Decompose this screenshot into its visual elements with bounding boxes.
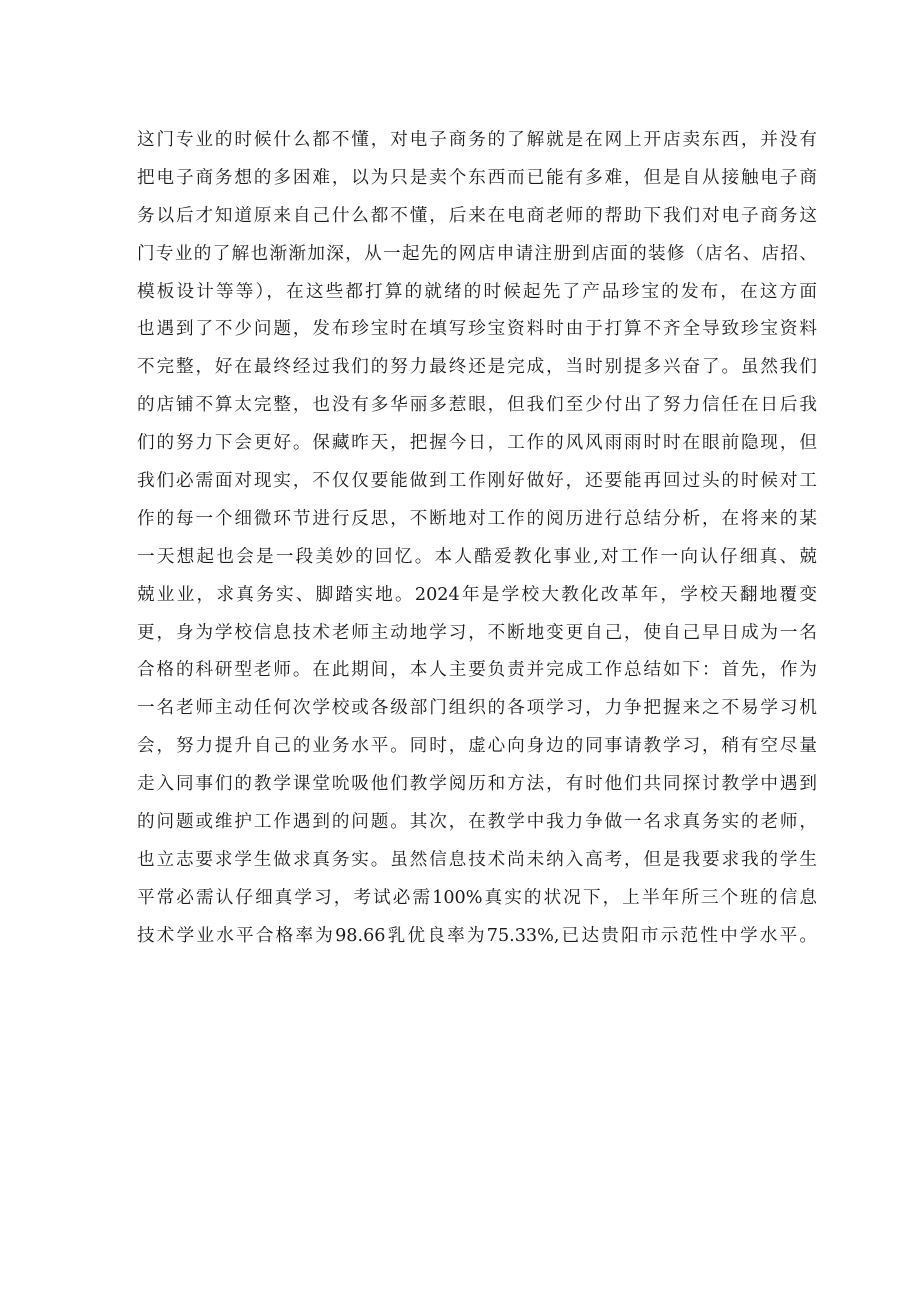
text-line: 技术学业水平合格率为98.66乳优良率为75.33%,已达贵阳市示范性中学水平。 [137, 925, 817, 946]
text-line: 走入同事们的教学课堂吮吸他们教学阅历和方法，有时他们共同探讨教学中遇到 [137, 774, 817, 795]
text-line: 的店铺不算太完整，也没有多华丽多惹眼，但我们至少付出了努力信任在日后我 [137, 395, 817, 416]
text-line: 会，努力提升自己的业务水平。同时，虚心向身边的同事请教学习，稍有空尽量 [137, 736, 817, 757]
body-paragraph [137, 124, 817, 958]
text-line: 一天想起也会是一段美妙的回忆。本人酷爱教化事业,对工作一向认仔细真、兢 [137, 546, 817, 567]
text-line: 也立志要求学生做求真务实。虽然信息技术尚未纳入高考，但是我要求我的学生 [137, 849, 817, 870]
text-line: 作的每一个细微环节进行反思，不断地对工作的阅历进行总结分析，在将来的某 [137, 508, 817, 529]
text-line: 们的努力下会更好。保藏昨天，把握今日，工作的风风雨雨时时在眼前隐现，但 [137, 433, 817, 454]
text-line: 也遇到了不少问题，发布珍宝时在填写珍宝资料时由于打算不齐全导致珍宝资料 [137, 319, 817, 340]
text-line: 更，身为学校信息技术老师主动地学习，不断地变更自己，使自己早日成为一名 [137, 622, 817, 643]
text-line: 的问题或维护工作遇到的问题。其次，在教学中我力争做一名求真务实的老师， [137, 812, 817, 833]
text-line: 不完整，好在最终经过我们的努力最终还是完成，当时别提多兴奋了。虽然我们 [137, 357, 817, 378]
text-line: 平常必需认仔细真学习，考试必需100%真实的状况下，上半年所三个班的信息 [137, 887, 817, 908]
text-line: 把电子商务想的多困难，以为只是卖个东西而已能有多难，但是自从接触电子商 [137, 167, 817, 188]
text-line: 模板设计等等），在这些都打算的就绪的时候起先了产品珍宝的发布，在这方面 [137, 281, 817, 302]
text-line: 一名老师主动任何次学校或各级部门组织的各项学习，力争把握来之不易学习机 [137, 698, 817, 719]
text-line: 我们必需面对现实，不仅仅要能做到工作刚好做好，还要能再回过头的时候对工 [137, 471, 817, 492]
text-line: 务以后才知道原来自己什么都不懂，后来在电商老师的帮助下我们对电子商务这 [137, 205, 817, 226]
text-line: 这门专业的时候什么都不懂，对电子商务的了解就是在网上开店卖东西，并没有 [137, 130, 817, 150]
text-line: 门专业的了解也渐渐加深，从一起先的网店申请注册到店面的装修（店名、店招、 [137, 243, 817, 264]
text-line: 合格的科研型老师。在此期间，本人主要负责并完成工作总结如下：首先，作为 [137, 660, 817, 681]
text-line: 兢业业，求真务实、脚踏实地。2024年是学校大教化改革年，学校天翻地覆变 [137, 584, 817, 605]
